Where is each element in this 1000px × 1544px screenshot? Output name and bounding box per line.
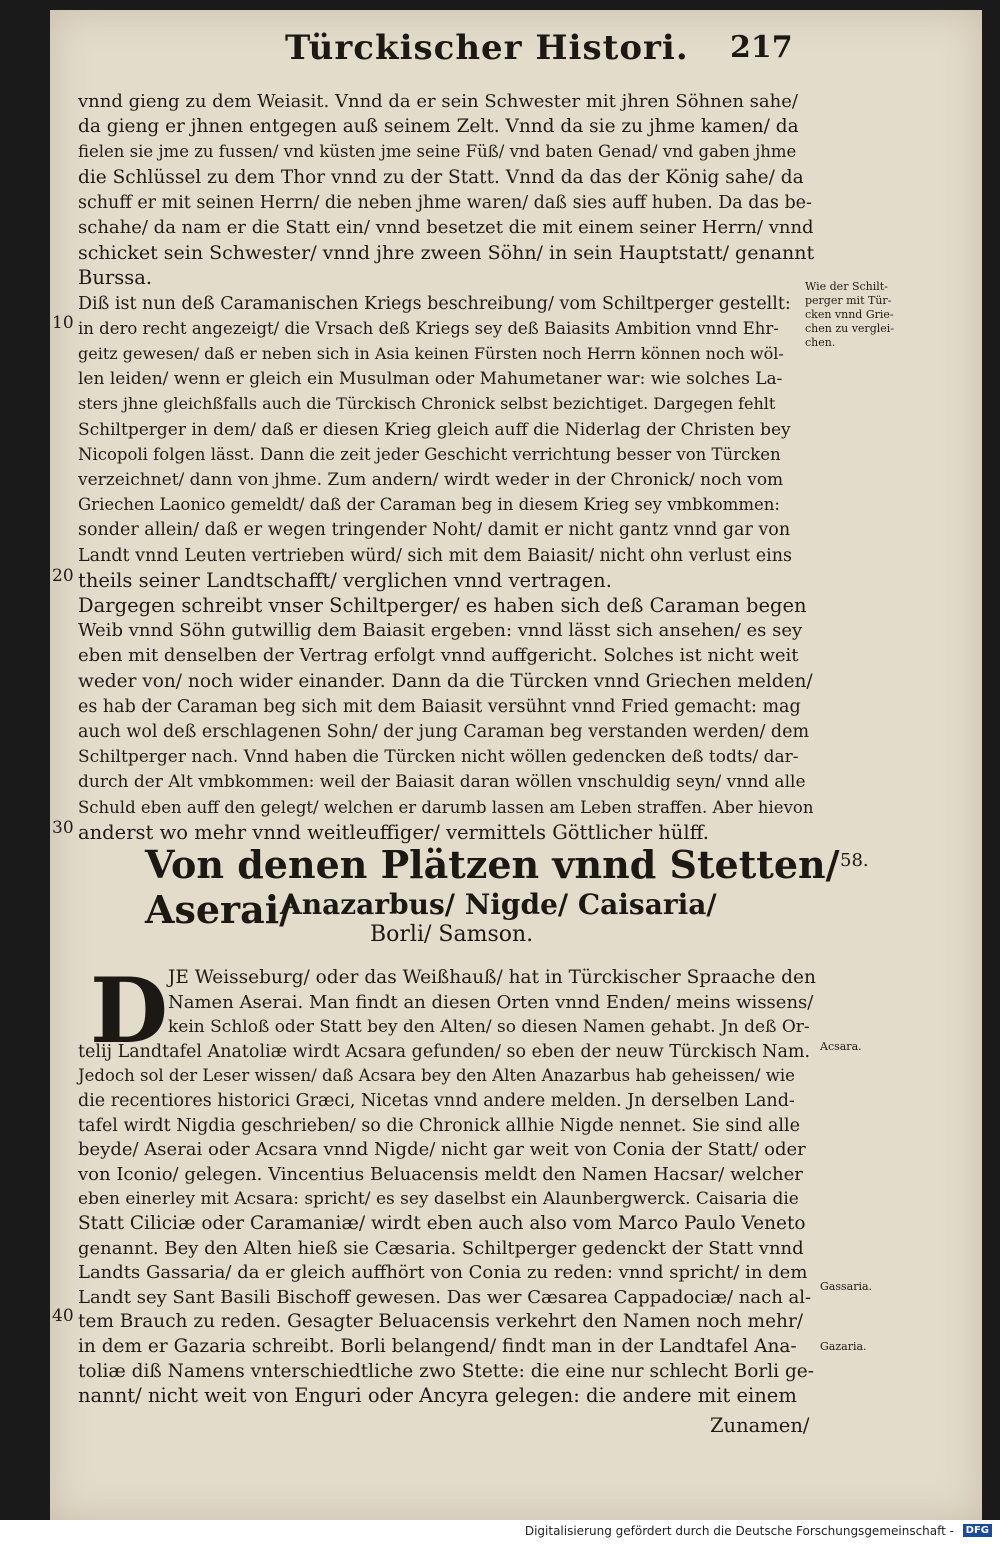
- margin-line-number: 30: [52, 818, 74, 838]
- text-line: verzeichnet/ dann von jhme. Zum andern/ wirdt weder in der Chronick/ noch vom: [78, 470, 784, 490]
- text-line: Landt sey Sant Basili Bischoff gewesen. Das wer Cæsarea Cappadociæ/ nach al-: [78, 1286, 812, 1308]
- dfg-logo: DFG: [963, 1524, 992, 1537]
- footer-bar: [0, 1520, 1000, 1544]
- text-line: eben einerley mit Acsara: spricht/ es sey daselbst ein Alaunbergwerck. Caisaria die: [78, 1189, 799, 1210]
- text-line: weder von/ noch wider einander. Dann da die Türcken vnnd Griechen melden/: [78, 670, 813, 692]
- text-line: es hab der Caraman beg sich mit dem Baiasit versühnt vnnd Fried gemacht: mag: [78, 696, 801, 717]
- text-line: die recentiores historici Græci, Nicetas vnnd andere melden. Jn derselben Land-: [78, 1091, 795, 1111]
- text-line: da gieng er jhnen entgegen auß seinem Zelt. Vnnd da sie zu jhme kamen/ da: [78, 116, 799, 138]
- text-line: Schuld eben auff den gelegt/ welchen er darumb lassen am Leben straffen. Aber hievon: [78, 797, 814, 817]
- text-line: Weib vnnd Söhn gutwillig dem Baiasit ergeben: vnnd lässt sich ansehen/ es sey: [78, 620, 803, 642]
- section-heading-line3: Borli/ Samson.: [370, 922, 534, 947]
- text-line: Landt vnnd Leuten vertrieben würd/ sich mit dem Baiasit/ nicht ohn verlust eins: [78, 545, 792, 566]
- footer-credit: Digitalisierung gefördert durch die Deutsche Forschungsgemeinschaft -: [524, 1524, 954, 1538]
- text-line: Schiltperger in dem/ daß er diesen Krieg gleich auff die Niderlag der Christen bey: [78, 419, 791, 440]
- margin-line-number: 10: [52, 313, 74, 333]
- drop-cap-initial: D: [90, 958, 169, 1064]
- page-header: [50, 28, 982, 98]
- section-heading-line1: Von denen Plätzen vnnd Stetten/ Aserai/: [145, 842, 840, 932]
- text-line: Landts Gassaria/ da er gleich auffhört von Conia zu reden: vnnd spricht/ in dem: [78, 1262, 808, 1284]
- text-line: tem Brauch zu reden. Gesagter Beluacensis verkehrt den Namen noch mehr/: [78, 1311, 804, 1333]
- text-line: schuff er mit seinen Herrn/ die neben jhme waren/ daß sies auff huben. Da das be-: [78, 192, 812, 213]
- running-title: Türckischer Histori.: [285, 28, 689, 68]
- text-line: sonder allein/ daß er wegen tringender Noht/ damit er nicht gantz vnnd gar von: [78, 520, 791, 541]
- margin-note-acsara: Acsara.: [820, 1040, 862, 1053]
- text-line: schicket sein Schwester/ vnnd jhre zween Söhn/ in sein Hauptstatt/ genannt: [78, 242, 815, 265]
- text-line: Statt Ciliciæ oder Caramaniæ/ wirdt eben auch also vom Marco Paulo Veneto: [78, 1213, 806, 1234]
- text-line: theils seiner Landtschafft/ verglichen vnnd vertragen.: [78, 568, 612, 592]
- text-line: toliæ diß Namens vnterschiedtliche zwo Stette: die eine nur schlecht Borli ge-: [78, 1360, 815, 1382]
- text-line: Namen Aserai. Man findt an diesen Orten vnnd Enden/ meins wissens/: [168, 991, 814, 1013]
- catchword: Zunamen/: [710, 1414, 810, 1437]
- text-line: geitz gewesen/ daß er neben sich in Asia keinen Fürsten noch Herrn können noch wöl-: [78, 344, 784, 363]
- text-line: Diß ist nun deß Caramanischen Kriegs beschreibung/ vom Schiltperger gestellt:: [78, 293, 791, 314]
- text-line: in dero recht angezeigt/ die Vrsach deß Kriegs sey deß Baiasits Ambition vnnd Ehr-: [78, 318, 779, 338]
- text-line: Jedoch sol der Leser wissen/ daß Acsara bey den Alten Anazarbus hab geheissen/ wie: [78, 1066, 795, 1086]
- text-line: sters jhne gleichßfalls auch die Türckisch Chronick selbst bezichtiget. Dargegen fehlt: [78, 394, 776, 414]
- text-line: eben mit denselben der Vertrag erfolgt vnnd auffgericht. Solches ist nicht weit: [78, 645, 799, 667]
- text-line: nannt/ nicht weit von Enguri oder Ancyra gelegen: die andere mit einem: [78, 1384, 797, 1408]
- text-line: vnnd gieng zu dem Weiasit. Vnnd da er sein Schwester mit jhren Söhnen sahe/: [78, 91, 798, 112]
- text-line: durch der Alt vmbkommen: weil der Baiasit daran wöllen vnschuldig seyn/ vnnd alle: [78, 772, 806, 793]
- margin-note-gassaria: Gassaria.: [820, 1280, 873, 1293]
- text-line: Nicopoli folgen lässt. Dann die zeit jeder Geschicht verrichtung besser von Türcken: [78, 444, 781, 464]
- text-line: len leiden/ wenn er gleich ein Musulman oder Mahumetaner war: wie solches La-: [78, 369, 783, 390]
- text-line: beyde/ Aserai oder Acsara vnnd Nigde/ nicht gar weit von Conia der Statt/ oder: [78, 1139, 806, 1161]
- margin-line-number: 40: [52, 1306, 74, 1326]
- margin-note-gazaria: Gazaria.: [820, 1340, 867, 1353]
- section-heading-line2: Anazarbus/ Nigde/ Caisaria/: [280, 888, 717, 921]
- margin-note-schiltperger: Wie der Schilt-perger mit Tür-cken vnnd Grie-chen zu verglei-chen.: [805, 280, 894, 349]
- text-line: fielen sie jme zu fussen/ vnd küsten jme seine Füß/ vnd baten Genad/ vnd gaben jhme: [78, 142, 797, 162]
- text-line: von Iconio/ gelegen. Vincentius Beluacensis meldt den Namen Hacsar/ welcher: [78, 1163, 803, 1185]
- margin-line-number: 20: [52, 566, 74, 586]
- text-line: Griechen Laonico gemeldt/ daß der Caraman beg in diesem Krieg sey vmbkommen:: [78, 495, 780, 515]
- text-line: in dem er Gazaria schreibt. Borli belangend/ findt man in der Landtafel Ana-: [78, 1336, 797, 1357]
- text-line: genannt. Bey den Alten hieß sie Cæsaria. Schiltperger gedenckt der Statt vnnd: [78, 1237, 804, 1259]
- text-line: anderst wo mehr vnnd weitleuffiger/ vermittels Göttlicher hülff.: [78, 820, 709, 844]
- page-number: 217: [730, 30, 793, 65]
- text-line: auch wol deß erschlagenen Sohn/ der jung Caraman beg verstanden werden/ dem: [78, 722, 810, 742]
- text-line: tafel wirdt Nigdia geschrieben/ so die Chronick allhie Nigde nennet. Sie sind alle: [78, 1115, 800, 1136]
- text-line: Schiltperger nach. Vnnd haben die Türcken nicht wöllen gedencken deß todts/ dar-: [78, 747, 799, 768]
- text-line: JE Weisseburg/ oder das Weißhauß/ hat in Türckischer Spraache den: [168, 967, 816, 988]
- book-page: [50, 10, 982, 1520]
- text-line: Burssa.: [78, 266, 153, 290]
- section-number: 58.: [840, 850, 869, 871]
- text-line: kein Schloß oder Statt bey den Alten/ so diesen Namen gehabt. Jn deß Or-: [168, 1017, 810, 1038]
- text-line: schahe/ da nam er die Statt ein/ vnnd besetzet die mit einem seiner Herrn/ vnnd: [78, 217, 814, 238]
- text-line: die Schlüssel zu dem Thor vnnd zu der Statt. Vnnd da das der König sahe/ da: [78, 166, 804, 188]
- text-line: Dargegen schreibt vnser Schiltperger/ es haben sich deß Caraman begen: [78, 594, 807, 617]
- text-line: telij Landtafel Anatoliæ wirdt Acsara gefunden/ so eben der neuw Türckisch Nam.: [78, 1041, 811, 1062]
